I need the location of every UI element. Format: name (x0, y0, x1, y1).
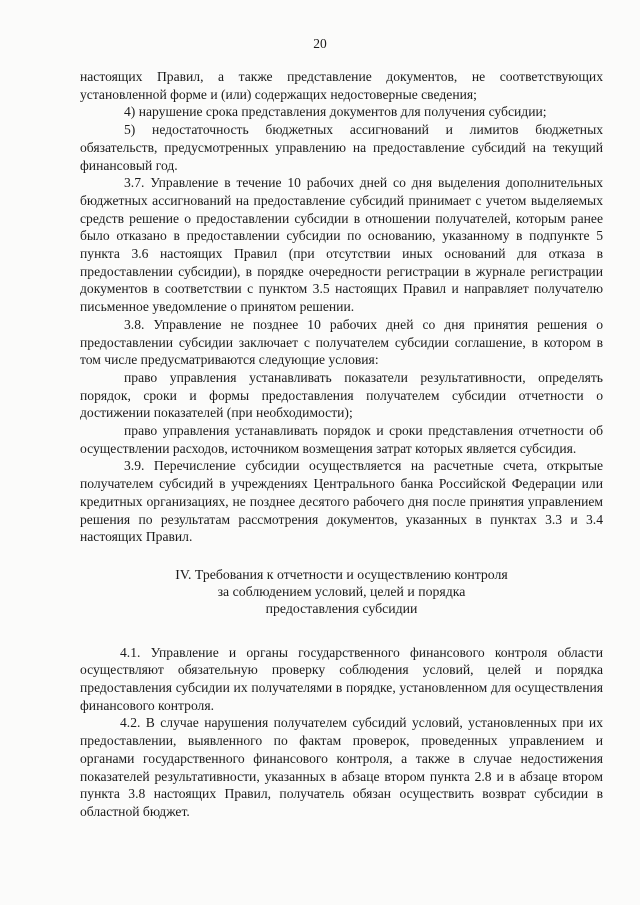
paragraph-item-5: 5) недостаточность бюджетных ассигнований и лимитов бюджетных обязательств, предусмотренных управлению на предоставление субсидий на текущий финансовый год. (80, 122, 603, 173)
paragraph-condition-1: право управления устанавливать показатели результативности, определять порядок, сроки и формы предоставления получателем субсидии отчетности о достижении показателей (при необходимости); (80, 369, 603, 421)
section-heading-line-3: предоставления субсидии (265, 601, 418, 617)
paragraph-continuation: настоящих Правил, а также представление документов, не соответствующих установленной форме и (или) содержащих недостоверные сведения; (80, 69, 603, 102)
paragraph-item-4: 4) нарушение срока представления документов для получения субсидии; (124, 104, 547, 120)
paragraph-4-2: 4.2. В случае нарушения получателем субсидий условий, установленных при их предоставлении, выявленного по фактам проверок, проведенных управлением и органами государственного финансового контроля, а также в случае недостижения показателей результативности, указанных в абзаце втором пункта 2.8 и в абзаце втором пункта 3.8 настоящих Правил, получатель обязан осуществить возврат субсидии в областной бюджет. (80, 715, 603, 819)
paragraph-3-8: 3.8. Управление не позднее 10 рабочих дней со дня принятия решения о предоставлении субсидии заключает с получателем субсидии соглашение, в котором в том числе предусматриваются следующие условия: (80, 316, 603, 368)
paragraph-4-1: 4.1. Управление и органы государственного финансового контроля области осуществляют обязательную проверку соблюдения условий, целей и порядка предоставления субсидии их получателями в порядке, установленном для осуществления финансового контроля. (80, 644, 603, 713)
page-number: 20 (313, 36, 327, 51)
paragraph-condition-2: право управления устанавливать порядок и сроки представления отчетности об осуществлении расходов, источником возмещения затрат которых является субсидия. (80, 423, 603, 456)
section-heading-line-1: IV. Требования к отчетности и осуществлению контроля (175, 566, 508, 582)
paragraph-3-7: 3.7. Управление в течение 10 рабочих дней со дня выделения дополнительных бюджетных ассигнований на предоставление субсидий принимает с учетом выделяемых средств решение о предоставлении субсидии в отношении получателей, которым ранее было отказано в предоставлении субсидии по основанию, указанному в подпункте 5 пункта 3.6 настоящих Правил (при отсутствии иных оснований для отказа в предоставлении субсидии), в порядке очередности регистрации в журнале регистрации документов в соответствии с пунктом 3.5 настоящих Правил и направляет получателю письменное уведомление о принятом решении. (80, 175, 603, 315)
paragraph-3-9: 3.9. Перечисление субсидии осуществляется на расчетные счета, открытые получателем субсидий в учреждениях Центрального банка Российской Федерации или кредитных организациях, не позднее десятого рабочего дня после принятия управлением решения по результатам рассмотрения документов, указанных в пунктах 3.3 и 3.4 настоящих Правил. (80, 458, 603, 545)
document-body (80, 68, 603, 821)
section-heading-line-2: за соблюдением условий, целей и порядка (217, 584, 466, 600)
section-iv-heading (80, 566, 603, 618)
